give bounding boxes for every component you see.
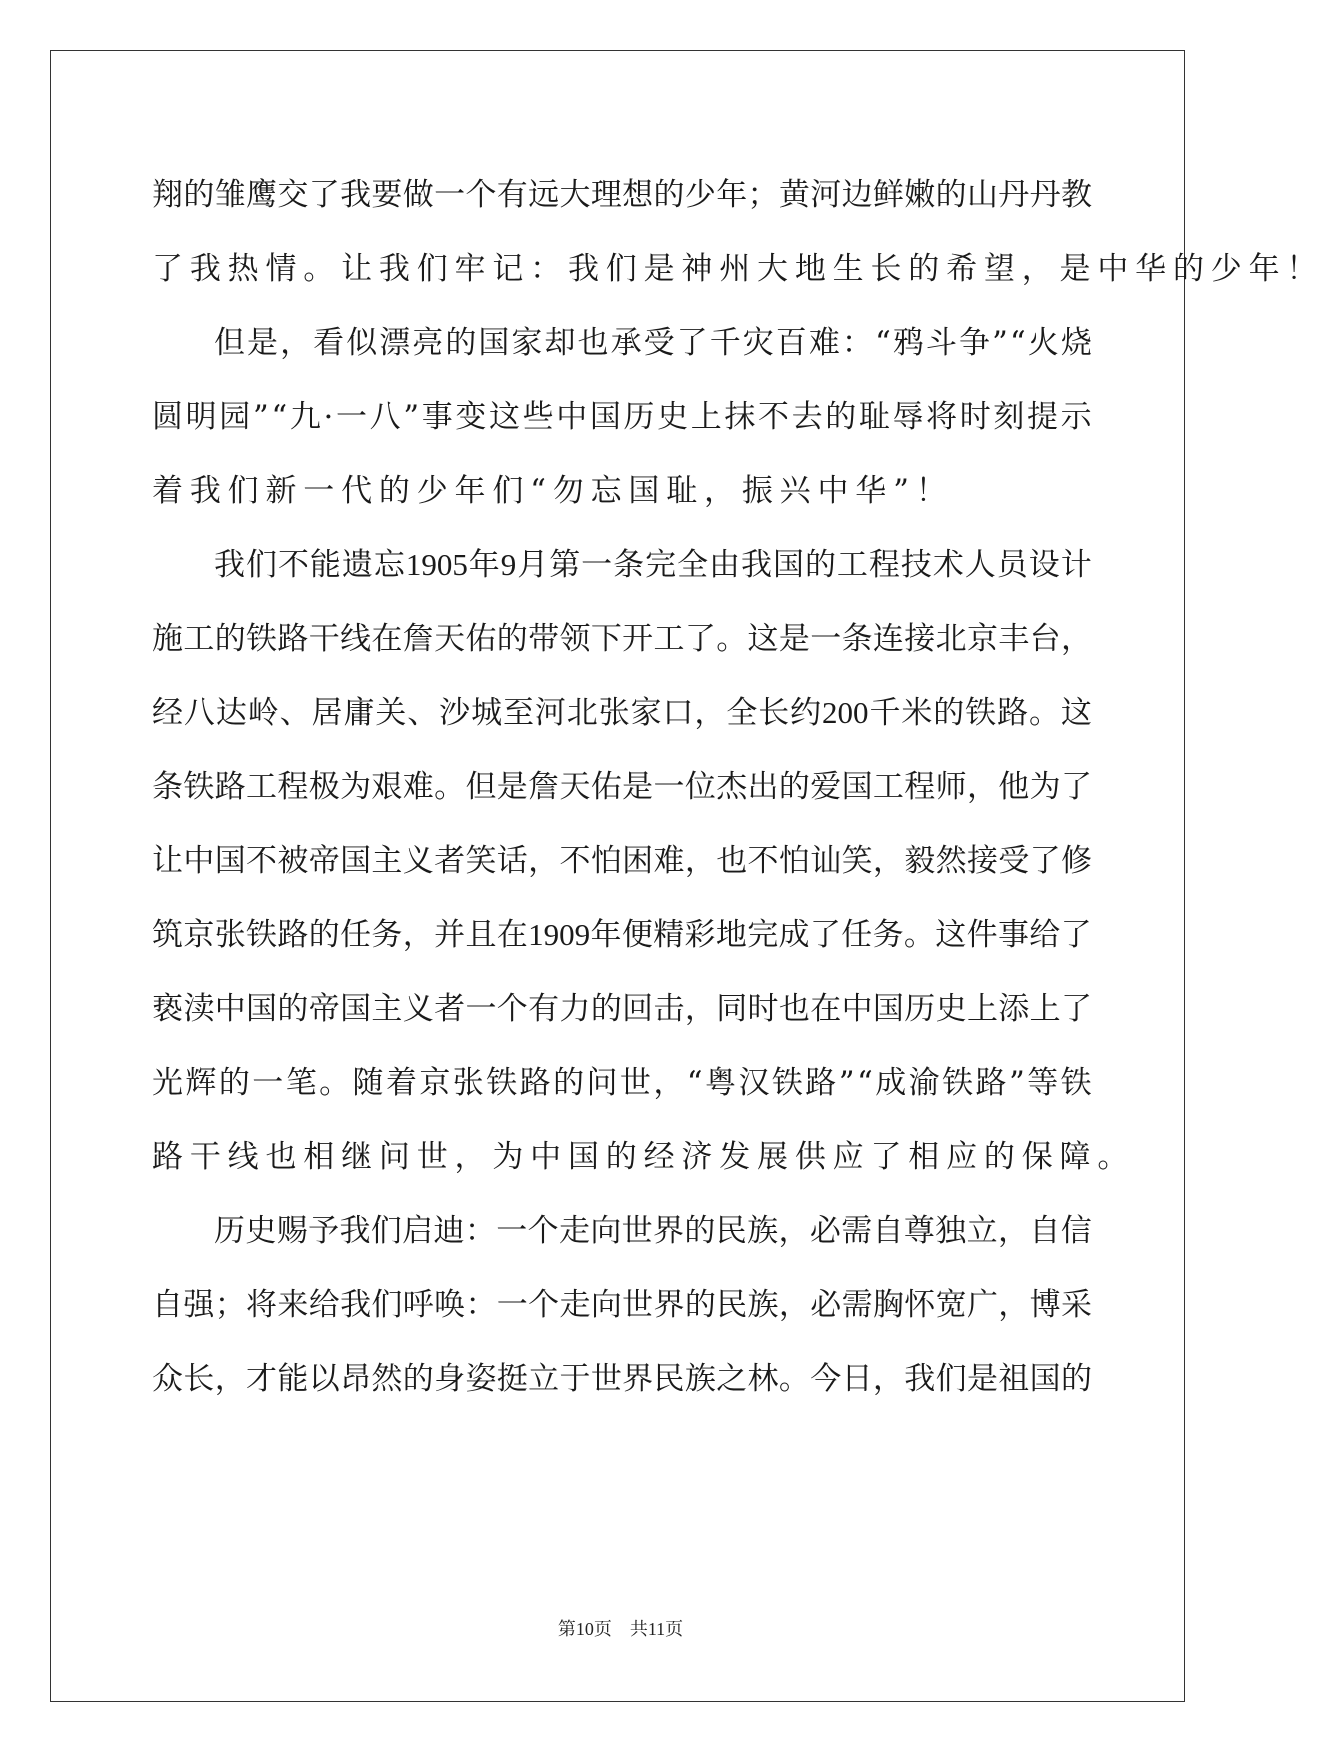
footer-total-pages: 11 [647,1619,666,1639]
text-line: 条 铁 路 工 程 极 为 艰 难 。 但 是 詹 天 佑 是 一 位 杰 出 的 爱 国 工 程 师 ， 他 为 了 [152,769,1092,805]
text-line: 着 我 们 新 一 代 的 少 年 们 “ 勿 忘 国 耻 ， 振 兴 中 华 ” ！ [152,473,947,509]
text-line: 众 长 ， 才 能 以 昂 然 的 身 姿 挺 立 于 世 界 民 族 之 林 。 今 日 ， 我 们 是 祖 国 的 [152,1361,1092,1397]
text-line: 自 强 ； 将 来 给 我 们 呼 唤 ： 一 个 走 向 世 界 的 民 族 ， 必 需 胸 怀 宽 广 ， 博 采 [152,1287,1092,1323]
footer-mid: 页 共 [593,1619,648,1640]
text-line: 筑 京 张 铁 路 的 任 务 ， 并 且 在 1909 年 便 精 彩 地 完 成 了 任 务 。 这 件 事 给 了 [152,917,1092,953]
text-line: 路 干 线 也 相 继 问 世 ， 为 中 国 的 经 济 发 展 供 应 了 相 应 的 保 障 。 [152,1139,1129,1175]
page-footer [0,1615,1241,1641]
footer-current-page: 10 [575,1619,594,1639]
footer-prefix: 第 [557,1619,576,1640]
text-line: 我 们 不 能 遗 忘 1905 年 9 月 第 一 条 完 全 由 我 国 的 工 程 技 术 人 员 设 计 [214,547,1092,583]
text-line: 历 史 赐 予 我 们 启 迪 ： 一 个 走 向 世 界 的 民 族 ， 必 需 自 尊 独 立 ， 自 信 [214,1213,1092,1249]
text-line: 了 我 热 情 。 让 我 们 牢 记 ： 我 们 是 神 州 大 地 生 长 的 希 望 ， 是 中 华 的 少 年 ！ [152,251,1317,287]
text-line: 亵 渎 中 国 的 帝 国 主 义 者 一 个 有 力 的 回 击 ， 同 时 也 在 中 国 历 史 上 添 上 了 [152,991,1092,1027]
text-line: 翔 的 雏 鹰 交 了 我 要 做 一 个 有 远 大 理 想 的 少 年 ； 黄 河 边 鲜 嫩 的 山 丹 丹 教 [152,177,1092,213]
footer-suffix: 页 [665,1619,684,1640]
body-text [152,158,1317,1416]
text-line: 经 八 达 岭 、 居 庸 关 、 沙 城 至 河 北 张 家 口 ， 全 长 约 200 千 米 的 铁 路 。 这 [152,695,1092,731]
text-line: 但 是 ， 看 似 漂 亮 的 国 家 却 也 承 受 了 千 灾 百 难 ： “ 鸦 斗 争 ” “ 火 烧 [214,325,1092,361]
text-line: 施 工 的 铁 路 干 线 在 詹 天 佑 的 带 领 下 开 工 了 。 这 是 一 条 连 接 北 京 丰 台 ， [152,621,1092,657]
text-line: 圆 明 园 ” “ 九 · 一 八 ” 事 变 这 些 中 国 历 史 上 抹 不 去 的 耻 辱 将 时 刻 提 示 [152,399,1092,435]
text-line: 光 辉 的 一 笔 。 随 着 京 张 铁 路 的 问 世 ， “ 粤 汉 铁 路 ” “ 成 渝 铁 路 ” 等 铁 [152,1065,1092,1101]
text-line: 让 中 国 不 被 帝 国 主 义 者 笑 话 ， 不 怕 困 难 ， 也 不 怕 讪 笑 ， 毅 然 接 受 了 修 [152,843,1092,879]
